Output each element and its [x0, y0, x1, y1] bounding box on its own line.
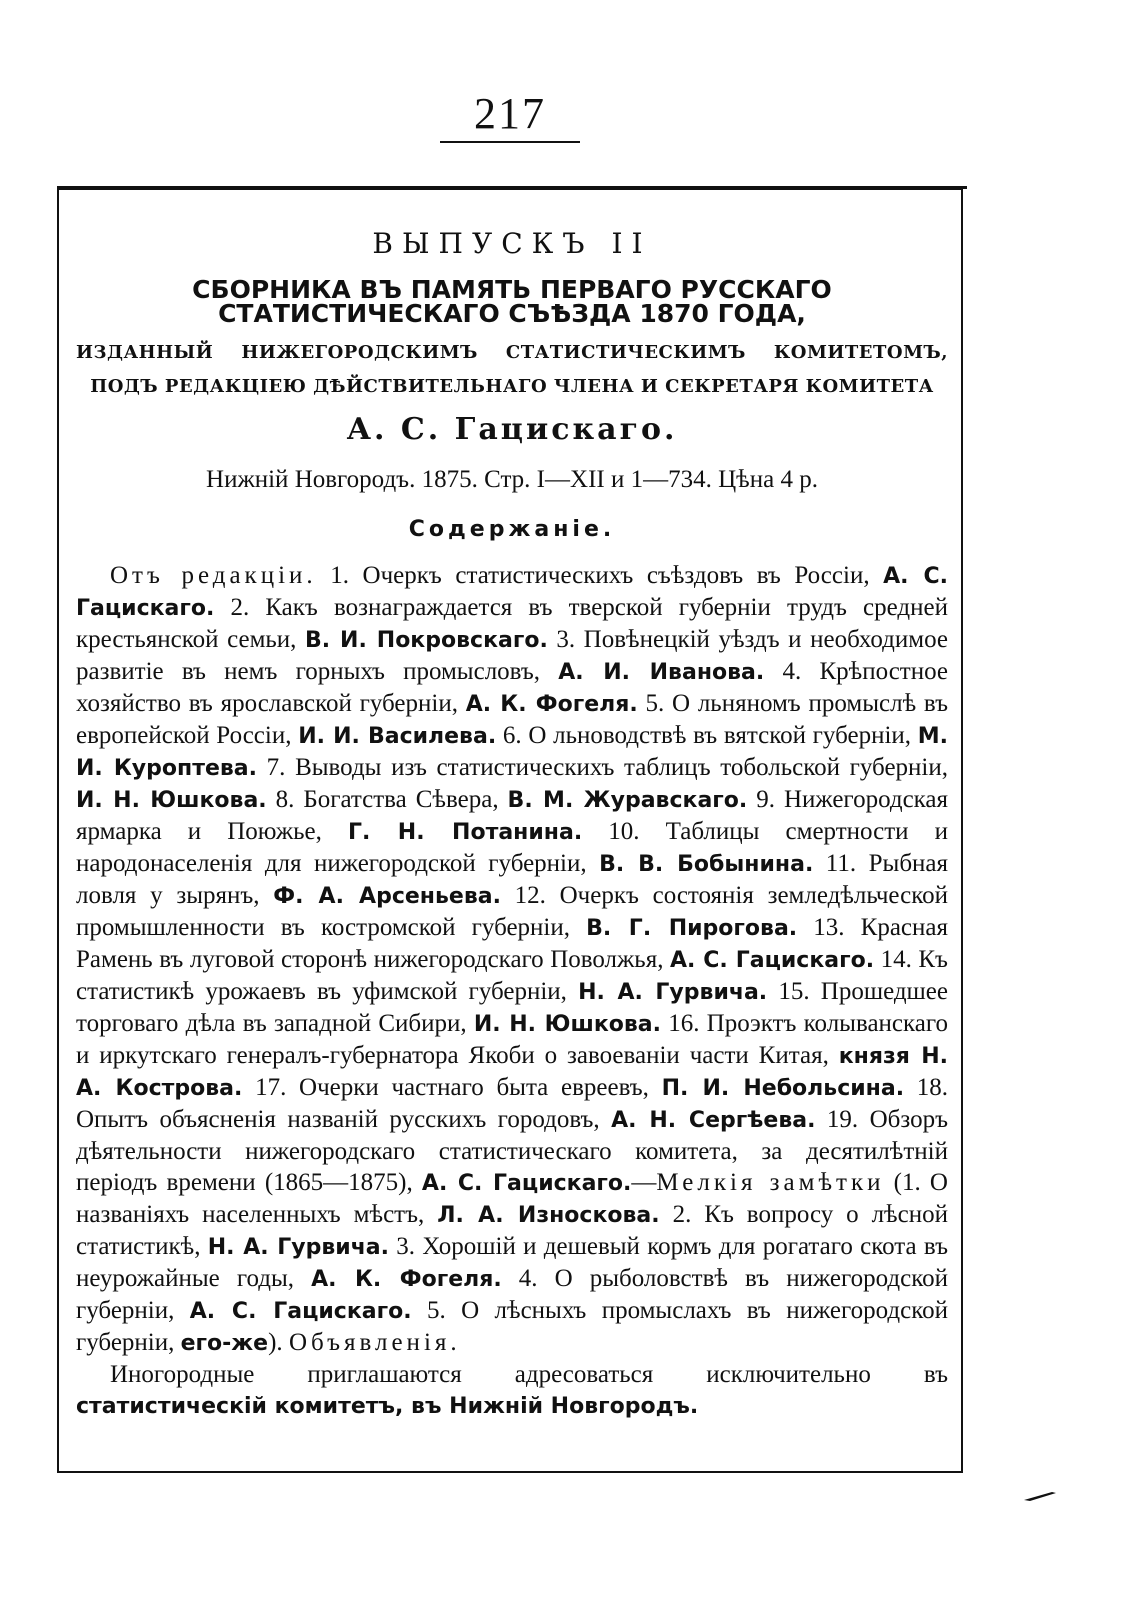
- contents-entry: 1. Очеркъ статистическихъ съѣздовъ въ Россіи,: [316, 562, 884, 589]
- contents-paragraph: [76, 560, 948, 1359]
- notice-text: Иногородные приглашаются адресоваться исключительно въ: [110, 1361, 948, 1388]
- contents-author: А. И. Иванова.: [558, 660, 765, 685]
- publisher-line: ИЗДАННЫЙ НИЖЕГОРОДСКИМЪ СТАТИСТИЧЕСКИМЪ КОМИТЕТОМЪ, ПОДЪ РЕДАКЦІЕЮ ДѢЙСТВИТЕЛЬНАГО ЧЛЕНА И СЕКРЕТАРЯ КОМИТЕТА: [76, 342, 948, 397]
- contents-entry: 4. О рыболовствѣ въ нижегородской губерніи,: [76, 1265, 948, 1324]
- contents-author: Г. Н. Потанина.: [347, 820, 583, 845]
- contents-author: Ф. А. Арсеньева.: [273, 884, 501, 909]
- contents-section-label: Мелкія замѣтки: [656, 1169, 885, 1196]
- contents-section-label: Объявленія.: [288, 1329, 461, 1356]
- contents-author: И. И. Василева.: [298, 724, 497, 749]
- contents-section-label: Отъ редакціи.: [110, 562, 317, 589]
- contents-author: В. В. Бобынина.: [599, 852, 814, 877]
- contents-author: князя Н. А. Кострова.: [76, 1044, 948, 1101]
- contents-entry: 8. Богатства Сѣвера,: [266, 786, 508, 813]
- contents-author: И. Н. Юшкова.: [76, 788, 267, 813]
- advertisement-content: [76, 222, 948, 1422]
- contents-entry: (1. О названіяхъ населенныхъ мѣстъ,: [76, 1169, 948, 1228]
- contents-entry: 9. Нижегородская ярмарка и Поюжье,: [76, 786, 949, 845]
- contents-author: А. К. Фогеля.: [465, 692, 638, 717]
- contents-entry: 4. Крѣпостное хозяйство въ ярославской губерніи,: [76, 658, 948, 717]
- contents-author: Н. А. Гурвича.: [207, 1235, 390, 1260]
- contents-author: А. С. Гацискаго.: [421, 1171, 632, 1196]
- contents-author: А. К. Фогеля.: [311, 1267, 502, 1292]
- page-number: 217: [474, 89, 546, 138]
- editor-name: А. С. Гацискаго.: [346, 412, 678, 447]
- contents-entry: 5. О льняномъ промыслѣ въ европейской Россіи,: [76, 690, 948, 749]
- imprint-line: Нижній Новгородъ. 1875. Стр. I—XII и 1—734. Цѣна 4 р.: [206, 466, 818, 493]
- contents-author: его-же: [180, 1331, 269, 1356]
- contents-author: А. Н. Сергѣева.: [611, 1108, 816, 1133]
- contents-entry: 3. Повѣнецкій уѣздъ и необходимое развитіе въ немъ горныхъ промысловъ,: [76, 626, 948, 685]
- collection-title: СБОРНИКА ВЪ ПАМЯТЬ ПЕРВАГО РУССКАГО СТАТИСТИЧЕСКАГО СЪѢЗДА 1870 ГОДА,: [192, 275, 832, 328]
- contents-entry: ).: [268, 1329, 289, 1356]
- notice-paragraph: [76, 1359, 948, 1422]
- contents-entry: 7. Выводы изъ статистическихъ таблицъ тобольской губерніи,: [257, 754, 948, 781]
- contents-author: А. С. Гацискаго.: [76, 564, 948, 621]
- contents-entry: 17. Очерки частнаго быта евреевъ,: [242, 1074, 662, 1101]
- contents-entry: 2. Къ вопросу о лѣсной статистикѣ,: [76, 1201, 948, 1260]
- contents-entry: 19. Обзоръ дѣятельности нижегородскаго статистическаго комитета, за десятилѣтній періодъ времени (1865—1875),: [76, 1106, 949, 1196]
- contents-entry: 2. Какъ вознаграждается въ тверской губерніи трудъ средней крестьянской семьи,: [76, 594, 948, 653]
- contents-author: М. И. Куроптева.: [76, 724, 948, 781]
- contents-entry: 16. Проэктъ колыванскаго и иркутскаго генералъ-губернатора Якоби о завоеваніи части Китая,: [76, 1010, 949, 1069]
- contents-author: Н. А. Гурвича.: [578, 980, 768, 1005]
- ink-smudge-mark: [1022, 1490, 1058, 1502]
- page-number-rule: [440, 141, 580, 143]
- contents-author: А. С. Гацискаго.: [189, 1299, 412, 1324]
- contents-entry: 14. Къ статистикѣ урожаевъ въ уфимской губерніи,: [76, 946, 948, 1005]
- contents-entry: 11. Рыбная ловля у зырянъ,: [76, 850, 949, 909]
- contents-heading: Содержаніе.: [408, 517, 616, 542]
- contents-author: П. И. Небольсина.: [661, 1076, 905, 1101]
- contents-entry: 15. Прошедшее торговаго дѣла въ западной Сибири,: [76, 978, 948, 1037]
- contents-entry: 13. Красная Рамень въ луговой сторонѣ нижегородскаго Поволжья,: [76, 914, 949, 973]
- contents-entry: 10. Таблицы смертности и народонаселенія для нижегородской губерніи,: [76, 818, 948, 877]
- issue-title: ВЫПУСКЪ II: [372, 227, 652, 260]
- contents-entry: 6. О льноводствѣ въ вятской губерніи,: [496, 722, 918, 749]
- contents-author: В. Г. Пирогова.: [586, 916, 798, 941]
- contents-author: В. И. Покровскаго.: [304, 628, 548, 653]
- contents-author: И. Н. Юшкова.: [473, 1012, 661, 1037]
- contents-dash: —: [631, 1169, 657, 1196]
- contents-entry: 3. Хорошій и дешевый кормъ для рогатаго скота въ неурожайные годы,: [76, 1233, 948, 1292]
- contents-author: В. М. Журавскаго.: [507, 788, 748, 813]
- contents-entry: 18. Опытъ объясненія названій русскихъ городовъ,: [76, 1074, 949, 1133]
- contents-entry: 5. О лѣсныхъ промыслахъ въ нижегородской губерніи,: [76, 1297, 949, 1356]
- contents-author: А. С. Гацискаго.: [669, 948, 875, 973]
- contents-entry: 12. Очеркъ состоянія земледѣльческой промышленности въ костромской губерніи,: [76, 882, 949, 941]
- notice-address: статистическій комитетъ, въ Нижній Новгородъ.: [76, 1394, 699, 1419]
- contents-author: Л. А. Износкова.: [437, 1203, 660, 1228]
